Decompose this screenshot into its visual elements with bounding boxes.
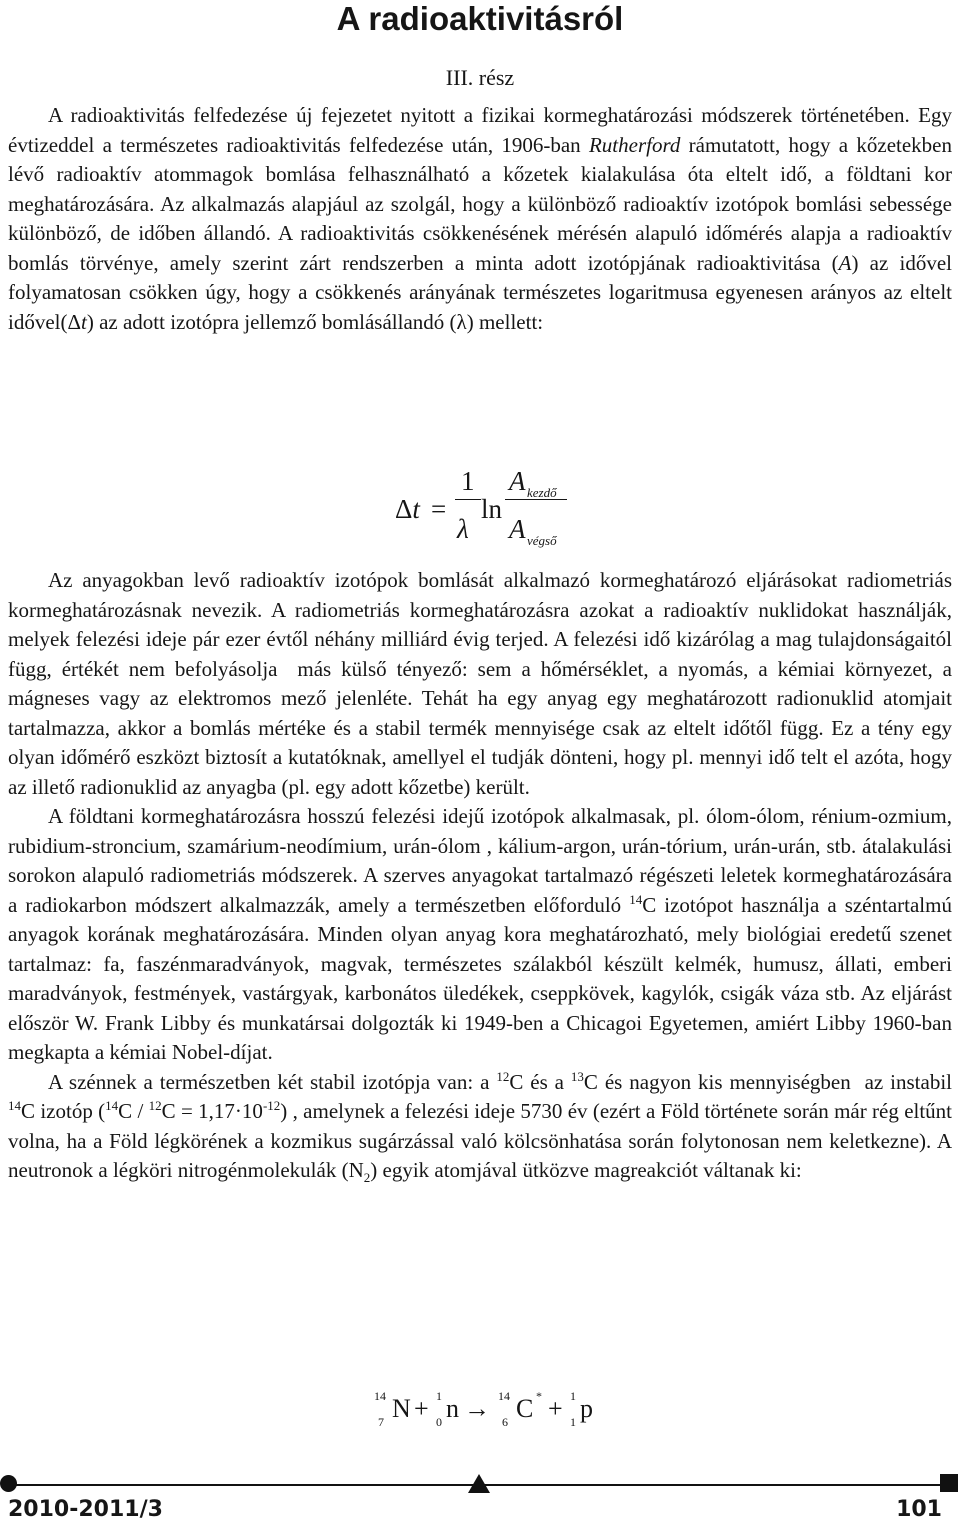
paragraph-radiometric: Az anyagokban levő radioaktív izotópok bomlását alkalmazó kormeghatározó eljárásokat radiometriás kormeghatározásnak nevezik. A radiometriás kormeghatározásra azokat a radioaktív nuklidokat használják, melyek felezési ideje pár ezer évtől néhány milliárd évig terjed. A felezési idő kizárólag a mag tulajdonságaitól függ, értékét nem befolyásolja más külső tényező: sem a hőmérséklet, a nyomás, a kémiai környezet, a mágneses vagy az elektromos mező jelenléte. Tehát ha egy anyag egy meghatározott radionuklid atomjait tartalmazza, akkor a bomlás mértéke és a stabil termék mennyisége csak az eltelt időtől függ. Ez a tény egy olyan időmérő eszközt biztosít a kutatóknak, amellyel el tudják dönteni, hogy pl. mennyi idő telt el azóta, hogy az illető radionuklid az anyagba (pl. egy adott kőzetbe) került. <box>8 568 952 799</box>
c14-mass-number: 14 <box>498 1389 510 1403</box>
reaction-plus-2: + <box>548 1394 563 1423</box>
n14-symbol: N <box>392 1394 411 1423</box>
footer-triangle-icon <box>468 1474 490 1493</box>
formula-lhs: Δt <box>395 494 420 524</box>
footer-circle-icon <box>0 1475 17 1492</box>
paragraph-geologic-dating: A földtani kormeghatározásra hosszú felezési idejű izotópok alkalmasak, pl. ólom-ólom, rénium-ozmium, rubidium-stroncium, szamárium-neodímium, urán-ólom , kálium-argon, urán-tórium, urán-urán, stb. átalakulási sorokon alapuló radiometriás módszerek. A szerves anyagokat tartalmazó régészeti leletek kormeghatározására a radiokarbon módszert alkalmazzák, amely a természetben előforduló $^{14}$C izotópot használja a széntartalmú anyagok korának meghatározására. Minden olyan anyag kora meghatározható, mely biológiai eredetű szenet tartalmaz: fa, faszénmaradványok, magvak, természetes szálakból készült kelmék, humusz, állati, emberi maradványok, festmények, vastárgyak, karbonátos üledékek, cseppkövek, kagylók, csigák váza stb. Az eljárást először W. Frank Libby és munkatársai dolgozták ki 1949-ben a Chicagoi Egyetemen, amiért Libby 1960-ban megkapta a kémiai Nobel-díjat. <box>8 804 952 1064</box>
c14-excited-star: * <box>536 1389 542 1403</box>
paragraph-intro: A radioaktivitás felfedezése új fejezetet nyitott a fizikai kormeghatározási módszerek történetében. Egy évtizeddel a természetes radioaktivitás felfedezése után, 1906-ban Rutherford rámutatott, hogy a kőzetekben lévő radioaktív atommagok bomlása felhasználható a kőzetek kialakulása óta eltelt idő, a földtani kor meghatározására. Az alkalmazás alapjául az szolgál, hogy a különböző radioaktív izotópok bomlási sebessége különböző, de időben állandó. A radioaktivitás csökkenésének mérésén alapuló időmérés alapja a radioaktív bomlás törvénye, amely szerint zárt rendszerben a minta adott izotópjának radioaktivitása (A) az idővel folyamatosan csökken úgy, hogy a csökkenés arányának természetes logaritmusa egyenesen arányos az eltelt idővel(Δt) az adott izotópra jellemző bomlásállandó (λ) mellett: <box>8 103 953 334</box>
footer-page-number: 101 <box>896 1497 942 1522</box>
formula-a-bottom: A <box>509 514 526 544</box>
c14-atomic-number: 6 <box>502 1415 508 1429</box>
formula-equals: = <box>431 494 447 524</box>
formula-ln: ln <box>481 494 503 524</box>
footer-square-icon <box>940 1474 958 1492</box>
article-title: A radioaktivitásról <box>336 0 624 37</box>
reaction-plus-1: + <box>414 1394 429 1423</box>
reaction-arrow: → <box>464 1394 490 1423</box>
c14-symbol: C <box>516 1394 534 1423</box>
nuclear-reaction <box>370 1388 630 1438</box>
proton-atomic-number: 1 <box>570 1415 576 1429</box>
main-body <box>8 566 952 1186</box>
neutron-atomic-number: 0 <box>436 1415 442 1429</box>
proton-symbol: p <box>580 1394 593 1423</box>
n14-atomic-number: 7 <box>378 1415 384 1429</box>
article-subtitle: III. rész <box>445 65 515 90</box>
formula-a-top-sub: kezdő <box>527 485 557 500</box>
paragraph-carbon-isotopes: A szénnek a természetben két stabil izotópja van: a $^{12}$C és a $^{13}$C és nagyon kis mennyiségben az instabil $^{14}$C izotóp $(^{14}C / ^{12}C = 1,17\cdot 10^{-12})$ , amelynek a felezési ideje 5730 év (ezért a Föld története során már rég eltűnt volna, ha a Föld légkörének a kozmikus sugárzással való kölcsönhatása során folytonosan nem keletkezne). A neutronok a légköri nitrogénmolekulák $(N_2)$ egyik atomjával ütközve magreakciót váltanak ki: <box>8 1068 953 1186</box>
neutron-mass-number: 1 <box>436 1389 442 1403</box>
proton-mass-number: 1 <box>570 1389 576 1403</box>
formula-lambda: λ <box>457 514 469 544</box>
n14-mass-number: 14 <box>374 1389 386 1403</box>
formula-fraction-bar-1 <box>455 499 481 500</box>
formula-numerator-one: 1 <box>461 466 475 496</box>
footer-issue: 2010-2011/3 <box>8 1497 163 1522</box>
formula-fraction-bar-2 <box>505 499 567 500</box>
formula-a-top: A <box>509 466 526 496</box>
decay-time-formula <box>395 462 595 552</box>
formula-a-bottom-sub: végső <box>527 533 557 548</box>
neutron-symbol: n <box>446 1394 459 1423</box>
